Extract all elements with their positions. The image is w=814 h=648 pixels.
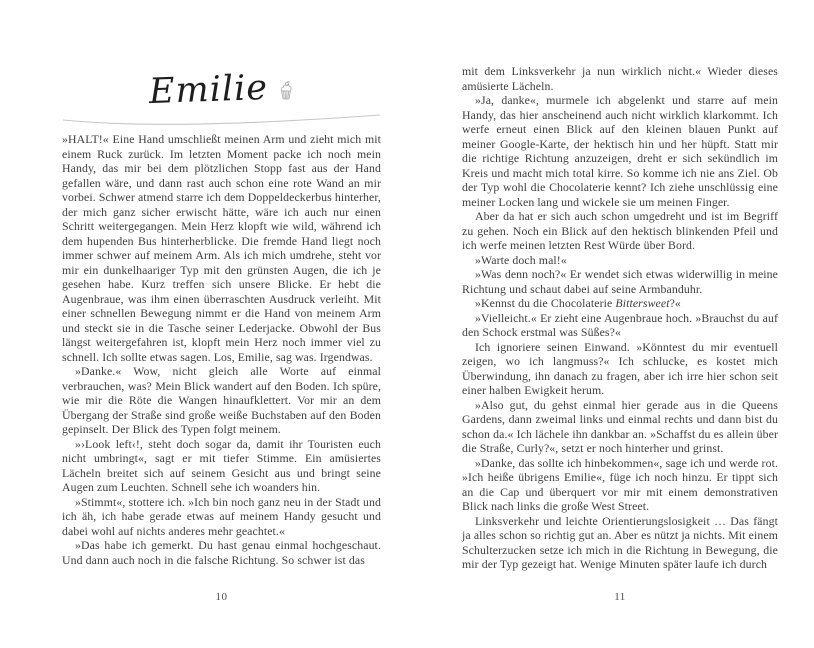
paragraph: »Danke, das sollte ich hinbekommen«, sage ich und werde rot. »Ich heiße übrigens Emilie«, füge ich noch hinzu. Er tippt sich an die Cap und überquert vor mir mit einem demonstrativen Blick nach links die große West Street. xyxy=(462,455,778,513)
left-page-text xyxy=(62,132,381,567)
text-run: ?« xyxy=(669,296,681,310)
paragraph: »HALT!« Eine Hand umschließt meinen Arm und zieht mich mit einem Ruck zurück. Im letzten Moment packe ich noch mein Handy, das mir bei dem plötzlichen Stopp fast aus der Hand gefallen wäre, und dann rast auch schon eine rote Wand an mir vorbei. Schwer atmend starre ich dem Doppeldeckerbus hinterher, der mich ganz sicher erwischt hätte, wäre ich auch nur einen Schritt weitergegangen. Mein Herz klopft wie wild, während ich dem hupenden Bus hinterherblicke. Die fremde Hand liegt noch immer schwer auf meinem Arm. Als ich mich umdrehe, steht vor mir ein dunkelhaariger Typ mit den grünsten Augen, die ich je gesehen habe. Kurz treffen sich unsere Blicke. Er hebt die Augenbraue, was ihm einen überraschten Ausdruck verleiht. Mit einer schnellen Bewegung nimmt er die Hand von meinem Arm und steckt sie in die Tasche seiner Lederjacke. Obwohl der Bus längst weitergefahren ist, klopft mein Herz noch immer viel zu schnell. Ich sollte etwas sagen. Los, Emilie, sag was. Irgendwas. xyxy=(62,132,381,364)
paragraph: Linksverkehr und leichte Orientierungslosigkeit … Das fängt ja alles schon so richtig gut an. Aber es nützt ja nichts. Mit einem Schulterzucken setze ich mich in die Richtung in Bewegung, die mir der Typ gezeigt hat. Wenige Minuten später laufe ich durch xyxy=(462,513,778,571)
paragraph: Aber da hat er sich auch schon umgedreht und ist im Begriff zu gehen. Noch ein Blick auf den hektisch blinkenden Pfeil und ich werfe meinen letzten Rest Würde über Bord. xyxy=(462,209,778,252)
decorative-swoosh-line xyxy=(62,112,381,128)
text-run: »Kennst du die Chocolaterie xyxy=(475,296,616,310)
right-page xyxy=(462,64,778,572)
paragraph: mit dem Linksverkehr ja nun wirklich nicht.« Wieder dieses amüsierte Lächeln. xyxy=(462,64,778,93)
paragraph: »Was denn noch?« Er wendet sich etwas widerwillig in meine Richtung und schaut dabei auf seine Armbanduhr. xyxy=(462,267,778,296)
right-page-text xyxy=(462,64,778,572)
left-page xyxy=(62,67,381,567)
cupcake-icon xyxy=(278,81,294,106)
paragraph: »Vielleicht.« Er zieht eine Augenbraue hoch. »Brauchst du auf den Schock erstmal was Süßes?« xyxy=(462,310,778,339)
paragraph: Ich ignoriere seinen Einwand. »Könntest du mir eventuell zeigen, wo ich langmuss?« Ich schlucke, es kostet mich Überwindung, ihn danach zu fragen, aber ich irre hier schon seit einer halben Ewigkeit herum. xyxy=(462,339,778,397)
paragraph: »Also gut, du gehst einmal hier gerade aus in die Queens Gardens, dann zweimal links und einmal rechts und dann bist du schon da.« Ich lächele ihn dankbar an. »Schaffst du es allein über die Straße, Curly?«, setzt er noch hinterher und grinst. xyxy=(462,397,778,455)
italic-text-run: Bittersweet xyxy=(615,296,670,310)
paragraph xyxy=(462,296,778,311)
paragraph: »Ja, danke«, murmele ich abgelenkt und starre auf mein Handy, das hier anscheinend auch nicht wirklich klarkommt. Ich werfe erneut einen Blick auf den kleinen blauen Punkt auf meiner Google-Karte, der hektisch hin und her hüpft. Statt mir die richtige Richtung anzuzeigen, dreht er sich sekündlich im Kreis und macht mich total kirre. So komme ich nie ans Ziel. Ob der Typ wohl die Chocolaterie kennt? Ich ziehe unschlüssig eine meiner Locken lang und wickele sie um meinen Finger. xyxy=(462,93,778,209)
chapter-heading xyxy=(62,67,381,113)
paragraph: »Stimmt«, stottere ich. »Ich bin noch ganz neu in der Stadt und ich äh, ich habe gerade etwas auf meinem Handy gesucht und dabei wohl auf nichts anderes mehr geachtet.« xyxy=(62,494,381,538)
page-number-right: 11 xyxy=(614,591,626,603)
paragraph: »›Look left‹!, steht doch sogar da, damit ihr Touristen euch nicht umbringt«, sagt er mit tiefer Stimme. Ein amüsiertes Lächeln breitet sich auf seinem Gesicht aus und bringt seine Augen zum Leuchten. Schnell sehe ich woanders hin. xyxy=(62,436,381,494)
paragraph: »Danke.« Wow, nicht gleich alle Worte auf einmal verbrauchen, was? Mein Blick wandert auf den Boden. Ich spüre, wie mir die Röte die Wangen hinaufklettert. Vor mir an dem Übergang der Straße sind große weiße Buchstaben auf den Boden gepinselt. Der Blick des Typen folgt meinem. xyxy=(62,364,381,436)
paragraph: »Warte doch mal!« xyxy=(475,252,567,267)
page-number-left: 10 xyxy=(215,591,228,603)
paragraph: »Das habe ich gemerkt. Du hast genau einmal hochgeschaut. Und dann auch noch in die falsche Richtung. So schwer ist das xyxy=(62,538,381,567)
chapter-title: Emilie xyxy=(148,67,270,113)
